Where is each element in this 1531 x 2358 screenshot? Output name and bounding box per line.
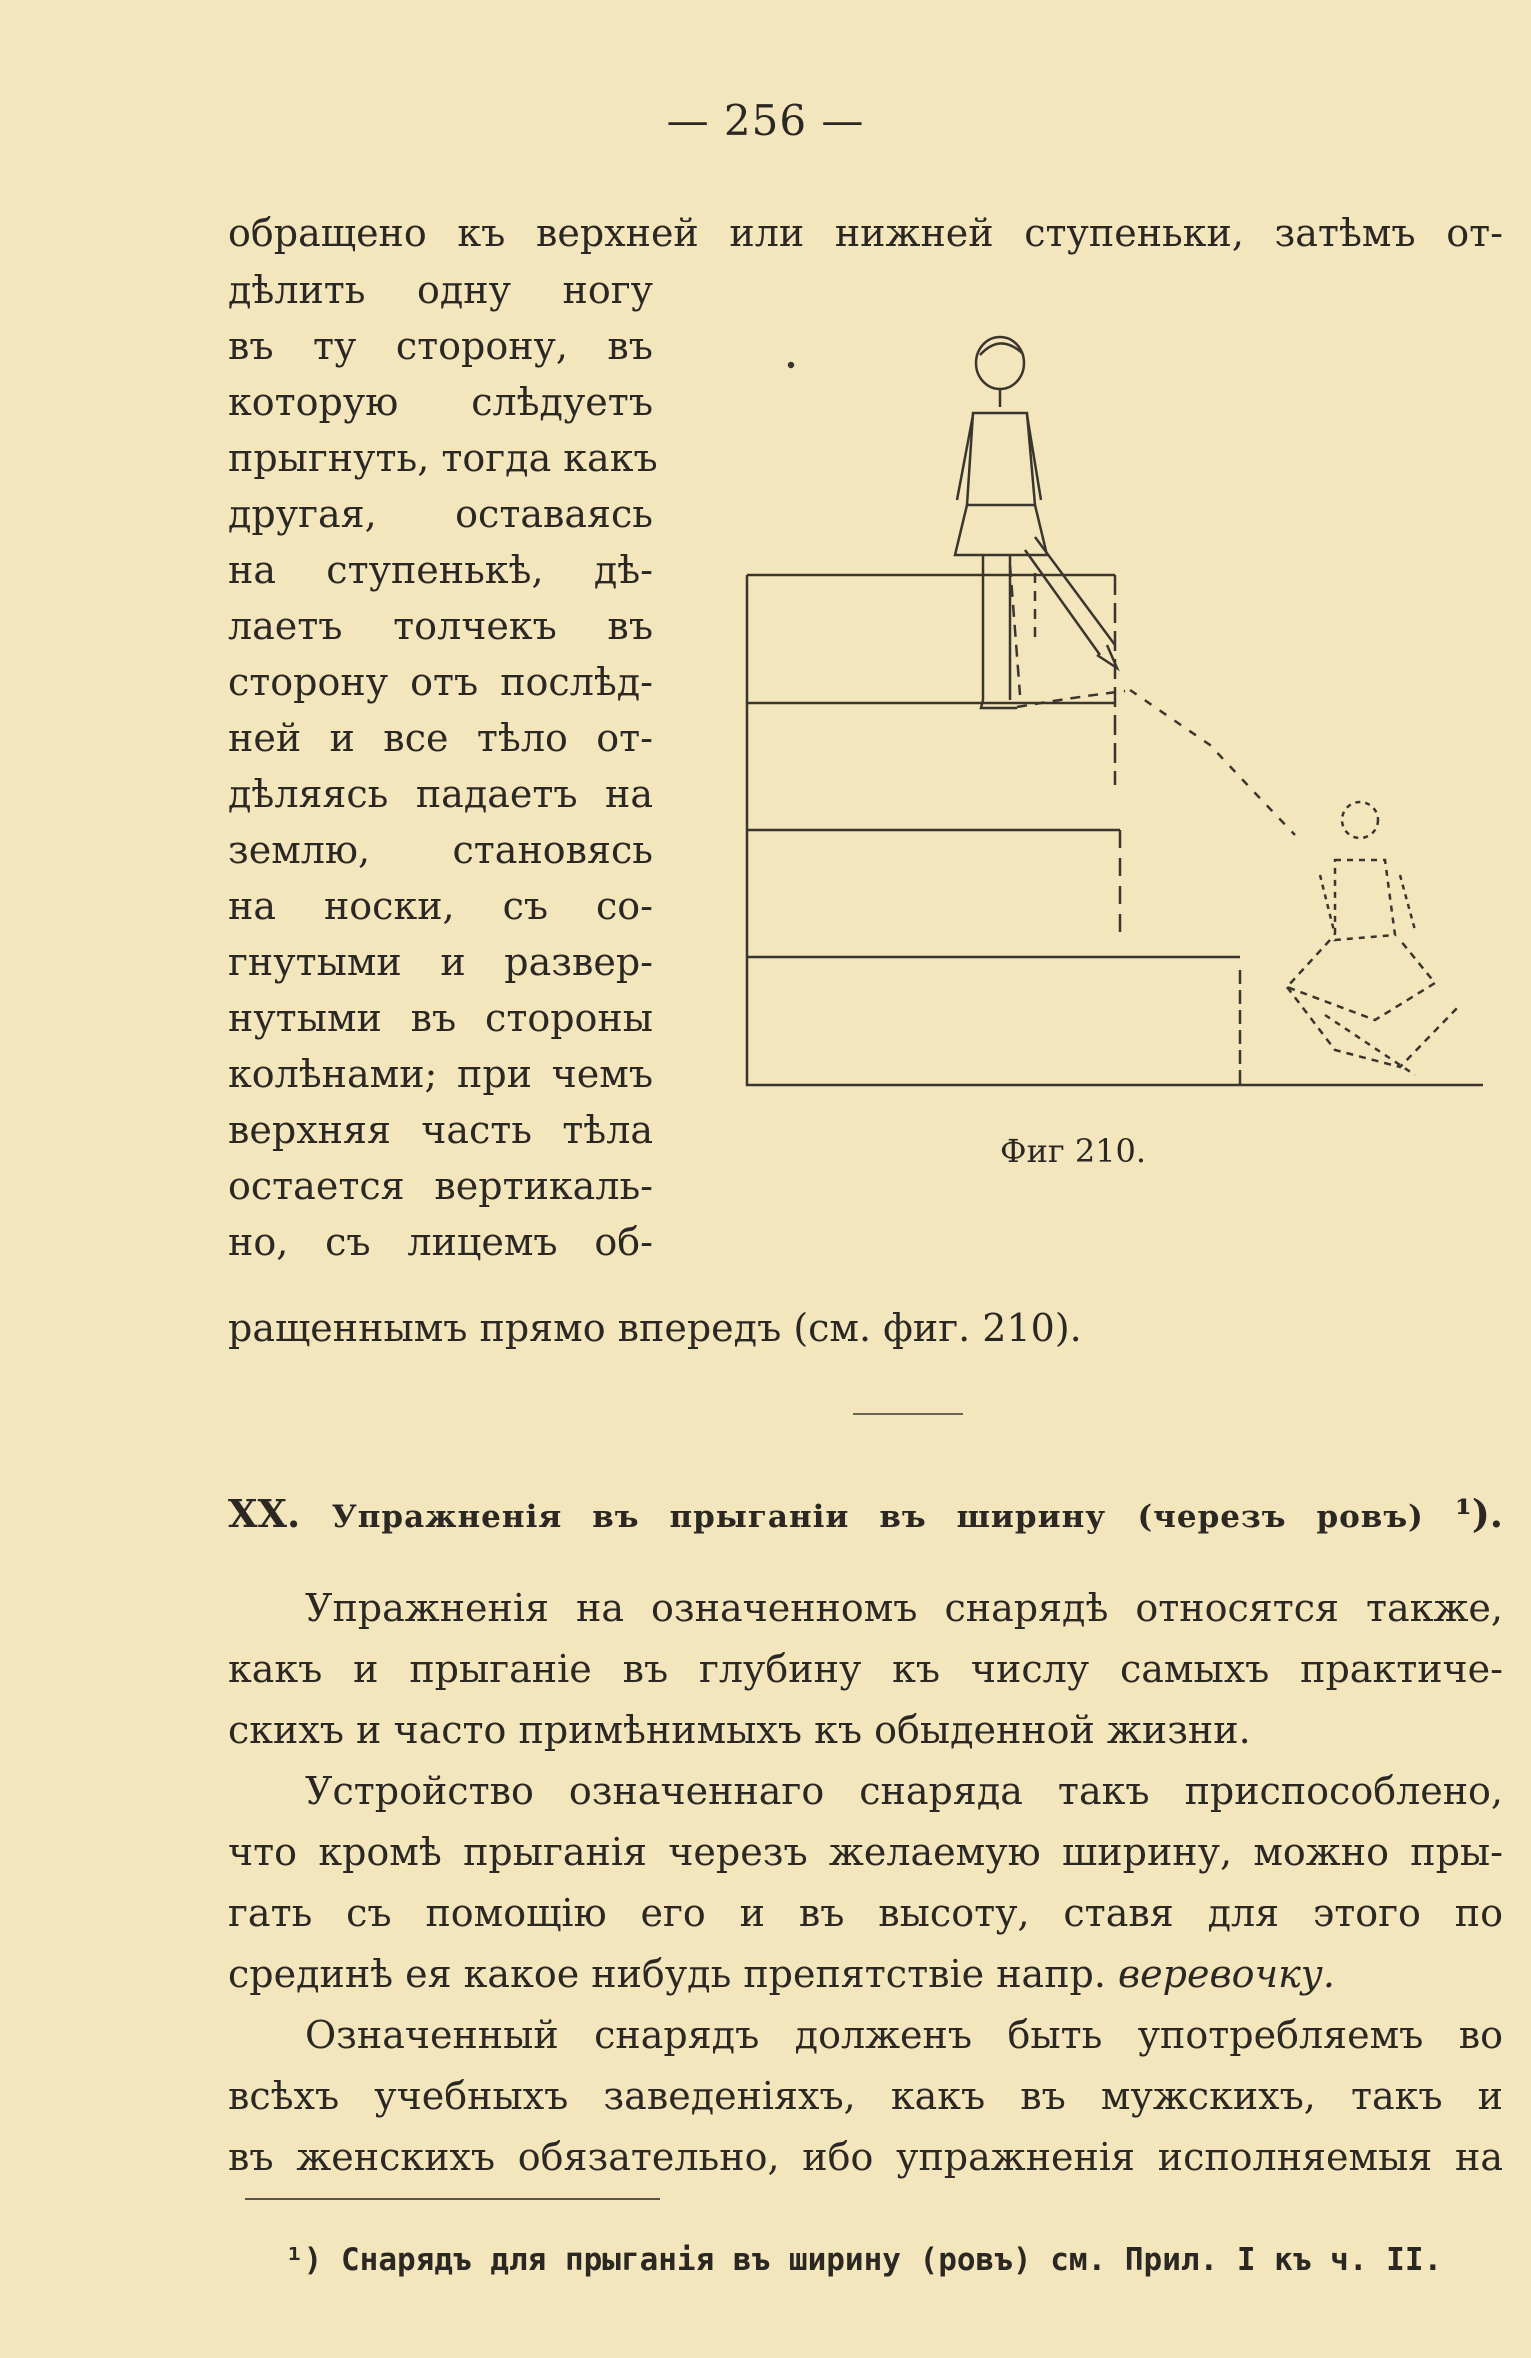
figure-210-illustration [735,315,1495,1115]
column-line: дѣлить одну ногу [228,268,653,312]
paragraph-line: Означенный снарядъ долженъ быть употребляемъ во [305,2013,1503,2057]
footnote: ¹) Снарядъ для прыганія въ ширину (ровъ) см. Прил. I къ ч. II. [285,2242,1443,2278]
italic-word: веревочку. [1118,1952,1335,1996]
paragraph-line: гать съ помощію его и въ высоту, ставя для этого по [228,1891,1503,1935]
footnote-rule [245,2198,660,2200]
column-line: которую слѣдуетъ [228,380,653,424]
column-line: ней и все тѣло от- [228,716,653,760]
column-line: лаетъ толчекъ въ [228,604,653,648]
column-line: другая, оставаясь [228,492,653,536]
paragraph-line: Упражненія на означенномъ снарядѣ относятся также, [305,1586,1503,1630]
paragraph-line: въ женскихъ обязательно, ибо упражненія исполняемыя на [228,2135,1503,2179]
column-line: нутыми въ стороны [228,996,653,1040]
text-line-after-figure: ращеннымъ прямо впередъ (см. фиг. 210). [228,1306,1082,1350]
section-divider [853,1413,963,1415]
column-line: дѣляясь падаетъ на [228,772,653,816]
paragraph-line: Устройство означеннаго снаряда такъ приспособлено, [305,1769,1503,1813]
paragraph-line: что кромѣ прыганія черезъ желаемую ширину, можно пры- [228,1830,1503,1874]
section-number: XX. [228,1491,301,1536]
figure-caption: Фиг 210. [1000,1132,1147,1170]
section-title: Упражненія въ прыганіи въ ширину [331,1499,1107,1535]
column-line: сторону отъ послѣд- [228,660,653,704]
footnote-mark: ¹). [1455,1491,1504,1536]
paragraph-line: всѣхъ учебныхъ заведеніяхъ, какъ въ мужскихъ, такъ и [228,2074,1503,2118]
section-title-paren: (черезъ ровъ) [1137,1499,1424,1535]
column-line: гнутыми и развер- [228,940,653,984]
paragraph-text: срединѣ ея какое нибудь препятствіе напр. [228,1952,1106,1996]
column-line: землю, становясь [228,828,653,872]
paragraph-line: скихъ и часто примѣнимыхъ къ обыденной жизни. [228,1708,1251,1752]
column-line: колѣнами; при чемъ [228,1052,653,1096]
paragraph-line-last [228,1946,1335,2002]
column-line: верхняя часть тѣла [228,1108,653,1152]
page-number: — 256 — [666,96,865,145]
column-line: остается вертикаль- [228,1164,653,1208]
column-line: на носки, съ со- [228,884,653,928]
column-line: но, съ лицемъ об- [228,1220,653,1264]
paragraph-line: какъ и прыганіе въ глубину къ числу самыхъ практиче- [228,1647,1503,1691]
column-line: на ступенькѣ, дѣ- [228,548,653,592]
section-heading [228,1486,1503,1545]
column-line: прыгнуть, тогда какъ [228,436,658,480]
text-line-top: обращено къ верхней или нижней ступеньки, затѣмъ от- [228,211,1503,255]
column-line: въ ту сторону, въ [228,324,653,368]
